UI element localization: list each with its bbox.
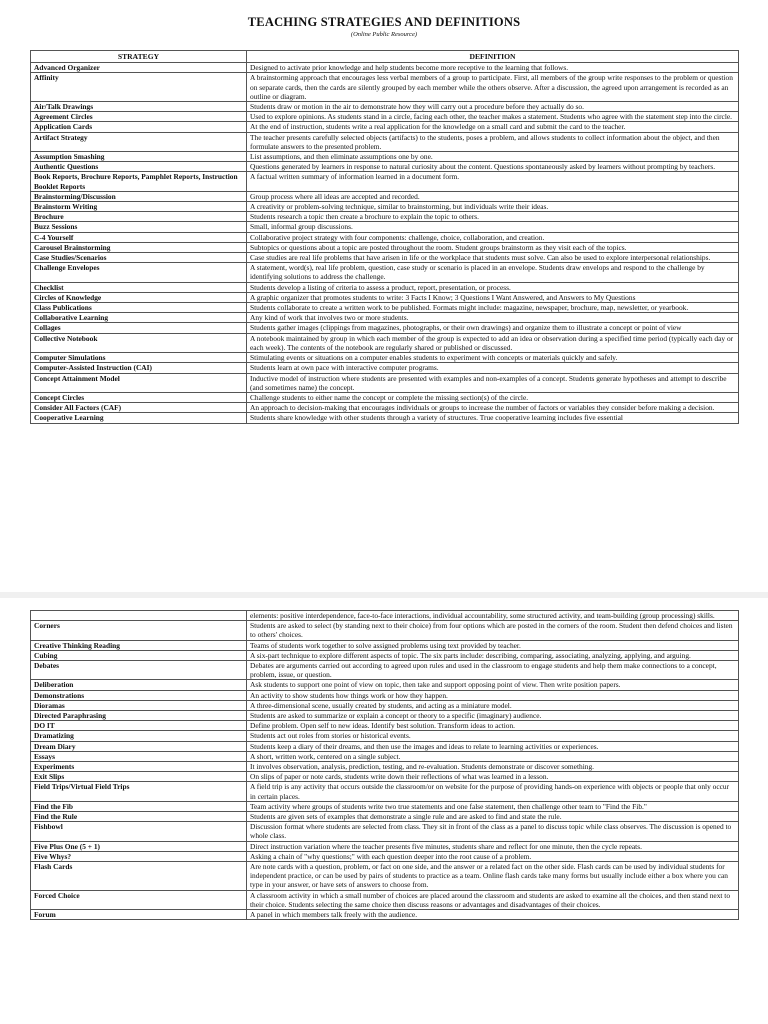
definition-cell: Group process where all ideas are accepted and recorded. bbox=[247, 191, 739, 201]
strategy-cell: Brochure bbox=[31, 212, 247, 222]
strategy-cell: Book Reports, Brochure Reports, Pamphlet Reports, Instruction Booklet Reports bbox=[31, 172, 247, 191]
definition-cell: A field trip is any activity that occurs outside the classroom/or on website for the purpose of providing hands-on experience with objects or people that only occur in certain places. bbox=[247, 782, 739, 801]
definition-cell: An approach to decision-making that encourages individuals or groups to increase the number of factors or variables they consider before making a decision. bbox=[247, 403, 739, 413]
table-row bbox=[31, 841, 739, 851]
definition-cell: Challenge students to either name the concept or complete the missing section(s) of the circle. bbox=[247, 392, 739, 402]
table-row bbox=[31, 132, 739, 151]
strategy-cell: Creative Thinking Reading bbox=[31, 640, 247, 650]
definition-cell: Collaborative project strategy with four components: challenge, choice, collaboration, and creation. bbox=[247, 232, 739, 242]
table-row bbox=[31, 812, 739, 822]
table-row bbox=[31, 333, 739, 352]
table-header-row bbox=[31, 51, 739, 63]
definition-cell: Direct instruction variation where the teacher presents five minutes, students share and reflect for one minute, then the cycle repeats. bbox=[247, 841, 739, 851]
strategy-cell: Five Plus One (5 + 1) bbox=[31, 841, 247, 851]
table-row bbox=[31, 822, 739, 841]
table-row bbox=[31, 751, 739, 761]
table-row bbox=[31, 363, 739, 373]
definition-cell: Subtopics or questions about a topic are posted throughout the room. Student groups brainstorm as they visit each of the topics. bbox=[247, 242, 739, 252]
strategy-cell: Experiments bbox=[31, 762, 247, 772]
strategy-cell: Circles of Knowledge bbox=[31, 292, 247, 302]
strategy-cell: Agreement Circles bbox=[31, 112, 247, 122]
strategy-cell: Directed Paraphrasing bbox=[31, 711, 247, 721]
table-row bbox=[31, 711, 739, 721]
definition-cell: Asking a chain of "why questions;" with each question deeper into the root cause of a problem. bbox=[247, 851, 739, 861]
definition-cell: A factual written summary of information learned in a document form. bbox=[247, 172, 739, 191]
definition-cell: A six-part technique to explore different aspects of topic. The six parts include: describing, comparing, associating, analyzing, applying, and arguing. bbox=[247, 650, 739, 660]
strategy-cell: Demonstrations bbox=[31, 690, 247, 700]
table-row bbox=[31, 373, 739, 392]
table-row bbox=[31, 611, 739, 621]
definition-cell: Students are asked to summarize or explain a concept or theory to a specific (imaginary) audience. bbox=[247, 711, 739, 721]
definition-cell: An activity to show students how things work or how they happen. bbox=[247, 690, 739, 700]
strategy-cell: Concept Circles bbox=[31, 392, 247, 402]
strategies-table-body-page-1 bbox=[31, 63, 739, 423]
table-row bbox=[31, 721, 739, 731]
definition-cell: On slips of paper or note cards, students write down their reflections of what was learned in a lesson. bbox=[247, 772, 739, 782]
strategy-cell: Brainstorming/Discussion bbox=[31, 191, 247, 201]
table-row bbox=[31, 862, 739, 891]
table-row bbox=[31, 162, 739, 172]
strategy-cell: Class Publications bbox=[31, 303, 247, 313]
strategy-cell: Air/Talk Drawings bbox=[31, 102, 247, 112]
definition-cell: Students are given sets of examples that demonstrate a single rule and are asked to find and state the rule. bbox=[247, 812, 739, 822]
strategy-cell: Authentic Questions bbox=[31, 162, 247, 172]
definition-cell: Case studies are real life problems that have arisen in life or the workplace that students must solve. Can also be used to explore interpersonal relationships. bbox=[247, 253, 739, 263]
table-row bbox=[31, 353, 739, 363]
definition-cell: A short, written work, centered on a single subject. bbox=[247, 751, 739, 761]
strategy-cell: Checklist bbox=[31, 282, 247, 292]
definition-cell: A classroom activity in which a small number of choices are placed around the classroom and students are asked to examine all the choices, and then stand next to their choice. Students selecting the same choice then discuss reasons or advantages and disadvantages of their choices. bbox=[247, 890, 739, 909]
strategy-cell: Buzz Sessions bbox=[31, 222, 247, 232]
definition-cell: Students gather images (clippings from magazines, photographs, or their own drawings) and organize them to illustrate a concept or point of view bbox=[247, 323, 739, 333]
strategies-table-page-2 bbox=[30, 610, 739, 920]
definition-cell: Students collaborate to create a written work to be published. Formats might include: magazine, newspaper, brochure, map, newsletter, or yearbook. bbox=[247, 303, 739, 313]
table-row bbox=[31, 112, 739, 122]
strategy-cell: Advanced Organizer bbox=[31, 63, 247, 73]
table-row bbox=[31, 661, 739, 680]
table-row bbox=[31, 690, 739, 700]
table-row bbox=[31, 202, 739, 212]
definition-cell: Teams of students work together to solve assigned problems using text provided by teacher. bbox=[247, 640, 739, 650]
definition-cell: A graphic organizer that promotes students to write: 3 Facts I Know; 3 Questions I Want Answered, and Answers to My Questions bbox=[247, 292, 739, 302]
definition-cell: At the end of instruction, students write a real application for the knowledge on a small card and submit the card to the teacher. bbox=[247, 122, 739, 132]
definition-cell: Students learn at own pace with interactive computer programs. bbox=[247, 363, 739, 373]
strategy-cell: Cubing bbox=[31, 650, 247, 660]
table-row bbox=[31, 63, 739, 73]
table-row bbox=[31, 762, 739, 772]
strategies-table-body-page-2 bbox=[31, 611, 739, 920]
definition-cell: Discussion format where students are selected from class. They sit in front of the class as a panel to discuss topic while class observes. The discussion is opened to whole class. bbox=[247, 822, 739, 841]
table-row bbox=[31, 102, 739, 112]
table-row bbox=[31, 890, 739, 909]
strategy-cell: Fishbowl bbox=[31, 822, 247, 841]
strategy-cell: Forum bbox=[31, 910, 247, 920]
strategy-cell: Computer-Assisted Instruction (CAI) bbox=[31, 363, 247, 373]
table-row bbox=[31, 772, 739, 782]
table-row bbox=[31, 621, 739, 640]
table-row bbox=[31, 263, 739, 282]
strategy-cell: Five Whys? bbox=[31, 851, 247, 861]
strategy-cell: Exit Slips bbox=[31, 772, 247, 782]
definition-cell: The teacher presents carefully selected objects (artifacts) to the students, poses a problem, and allows students to collect information about the object, and then formulate answers to the presented problem. bbox=[247, 132, 739, 151]
definition-cell: Students research a topic then create a brochure to explain the topic to others. bbox=[247, 212, 739, 222]
strategy-cell bbox=[31, 611, 247, 621]
strategy-cell: Forced Choice bbox=[31, 890, 247, 909]
definition-cell: Students keep a diary of their dreams, and then use the images and ideas to relate to learning activities or experiences. bbox=[247, 741, 739, 751]
definition-cell: Stimulating events or situations on a computer enables students to experiment with concepts or materials quickly and safely. bbox=[247, 353, 739, 363]
table-row bbox=[31, 392, 739, 402]
definition-cell: A notebook maintained by group in which each member of the group is expected to add an idea or observation during a specified time period (typically each day or each week). The contents of the notebook are regularly shared or published or discussed. bbox=[247, 333, 739, 352]
definition-cell: Inductive model of instruction where students are presented with examples and non-examples of a concept. Students generate hypotheses and attempt to describe (and sometimes name) the concept. bbox=[247, 373, 739, 392]
table-row bbox=[31, 212, 739, 222]
strategy-cell: Flash Cards bbox=[31, 862, 247, 891]
table-row bbox=[31, 303, 739, 313]
definition-cell: A three-dimensional scene, usually created by students, and acting as a miniature model. bbox=[247, 700, 739, 710]
strategy-cell: Collective Notebook bbox=[31, 333, 247, 352]
definition-cell: Team activity where groups of students write two true statements and one false statement, then challenge other team to "Find the Fib." bbox=[247, 801, 739, 811]
table-row bbox=[31, 910, 739, 920]
definition-cell: Are note cards with a question, problem, or fact on one side, and the answer or a related fact on the other side. Flash cards can be used by individual students for independent practice, or can be used by pairs of students to practice as a team. Online flash cards take many forms but usually include either a box where you can type in your answer, or have sets of answers to choose from. bbox=[247, 862, 739, 891]
table-row bbox=[31, 73, 739, 102]
definition-cell: Students are asked to select (by standing next to their choice) from four options which are posted in the corners of the room. Student then defend choices and listen to others' choices. bbox=[247, 621, 739, 640]
strategy-cell: Find the Fib bbox=[31, 801, 247, 811]
strategy-cell: Application Cards bbox=[31, 122, 247, 132]
table-row bbox=[31, 782, 739, 801]
strategy-cell: Essays bbox=[31, 751, 247, 761]
strategy-cell: Dioramas bbox=[31, 700, 247, 710]
definition-cell: Students share knowledge with other students through a variety of structures. True cooperative learning includes five essential bbox=[247, 413, 739, 423]
strategy-cell: C-4 Yourself bbox=[31, 232, 247, 242]
definition-cell: Debates are arguments carried out according to agreed upon rules and used in the classroom to engage students and help them make connections to a concept, problem, issue, or question. bbox=[247, 661, 739, 680]
table-row bbox=[31, 801, 739, 811]
strategy-cell: Affinity bbox=[31, 73, 247, 102]
definition-cell: Ask students to support one point of view on topic, then take and support opposing point of view. Then write position papers. bbox=[247, 680, 739, 690]
table-row bbox=[31, 292, 739, 302]
table-row bbox=[31, 152, 739, 162]
table-row bbox=[31, 680, 739, 690]
definition-cell: A panel in which members talk freely with the audience. bbox=[247, 910, 739, 920]
strategy-column-header: STRATEGY bbox=[31, 51, 247, 63]
table-row bbox=[31, 172, 739, 191]
strategy-cell: Concept Attainment Model bbox=[31, 373, 247, 392]
table-row bbox=[31, 242, 739, 252]
table-row bbox=[31, 851, 739, 861]
definition-cell: Students act out roles from stories or historical events. bbox=[247, 731, 739, 741]
definition-cell: It involves observation, analysis, prediction, testing, and re-evaluation. Students demonstrate or discover something. bbox=[247, 762, 739, 772]
definition-cell: A brainstorming approach that encourages less verbal members of a group to participate. First, all members of the group write responses to the problem or question on separate cards, then the cards are silently grouped by each member while the others observe. After a discussion, the agreed upon arrangement is recorded as an outline or diagram. bbox=[247, 73, 739, 102]
definition-cell: A creativity or problem-solving technique, similar to brainstorming, but individuals write their ideas. bbox=[247, 202, 739, 212]
table-row bbox=[31, 253, 739, 263]
strategy-cell: Cooperative Learning bbox=[31, 413, 247, 423]
strategy-cell: Assumption Smashing bbox=[31, 152, 247, 162]
table-row bbox=[31, 232, 739, 242]
strategy-cell: Deliberation bbox=[31, 680, 247, 690]
table-row bbox=[31, 640, 739, 650]
strategy-cell: Consider All Factors (CAF) bbox=[31, 403, 247, 413]
definition-cell: Used to explore opinions. As students stand in a circle, facing each other, the teacher makes a statement. Students who agree with the statement step into the circle. bbox=[247, 112, 739, 122]
table-row bbox=[31, 413, 739, 423]
definition-cell: A statement, word(s), real life problem, question, case study or scenario is placed in an envelope. Students draw envelops and respond to the challenge by identifying solutions to address the challenge. bbox=[247, 263, 739, 282]
definition-cell: Small, informal group discussions. bbox=[247, 222, 739, 232]
strategy-cell: Computer Simulations bbox=[31, 353, 247, 363]
strategy-cell: Challenge Envelopes bbox=[31, 263, 247, 282]
table-row bbox=[31, 650, 739, 660]
definition-cell: Define problem. Open self to new ideas. Identify best solution. Transform ideas to action. bbox=[247, 721, 739, 731]
table-row bbox=[31, 700, 739, 710]
strategy-cell: Debates bbox=[31, 661, 247, 680]
document-subtitle: (Online Public Resource) bbox=[350, 31, 418, 38]
definition-cell: elements: positive interdependence, face-to-face interactions, individual accountability, some structured activity, and team-building (group processing) skills. bbox=[247, 611, 739, 621]
strategy-cell: Dream Diary bbox=[31, 741, 247, 751]
definition-cell: Students develop a listing of criteria to assess a product, report, presentation, or process. bbox=[247, 282, 739, 292]
definition-cell: Students draw or motion in the air to demonstrate how they will carry out a procedure before they actually do so. bbox=[247, 102, 739, 112]
definition-cell: List assumptions, and then eliminate assumptions one by one. bbox=[247, 152, 739, 162]
strategy-cell: DO IT bbox=[31, 721, 247, 731]
table-row bbox=[31, 403, 739, 413]
strategy-cell: Field Trips/Virtual Field Trips bbox=[31, 782, 247, 801]
definition-cell: Questions generated by learners in response to natural curiosity about the content. Questions spontaneously asked by learners without prompting by teachers. bbox=[247, 162, 739, 172]
strategy-cell: Corners bbox=[31, 621, 247, 640]
document-title: TEACHING STRATEGIES AND DEFINITIONS bbox=[247, 15, 521, 29]
table-row bbox=[31, 282, 739, 292]
strategy-cell: Artifact Strategy bbox=[31, 132, 247, 151]
definition-column-header: DEFINITION bbox=[247, 51, 739, 63]
document-page-2 bbox=[0, 598, 768, 1024]
strategy-cell: Case Studies/Scenarios bbox=[31, 253, 247, 263]
definition-cell: Any kind of work that involves two or more students. bbox=[247, 313, 739, 323]
table-row bbox=[31, 222, 739, 232]
strategy-cell: Brainstorm Writing bbox=[31, 202, 247, 212]
table-row bbox=[31, 191, 739, 201]
table-row bbox=[31, 323, 739, 333]
strategies-table-page-1 bbox=[30, 50, 739, 424]
strategy-cell: Carousel Brainstorming bbox=[31, 242, 247, 252]
strategy-cell: Collages bbox=[31, 323, 247, 333]
table-row bbox=[31, 313, 739, 323]
strategy-cell: Find the Rule bbox=[31, 812, 247, 822]
table-row bbox=[31, 122, 739, 132]
strategy-cell: Collaborative Learning bbox=[31, 313, 247, 323]
definition-cell: Designed to activate prior knowledge and help students become more receptive to the learning that follows. bbox=[247, 63, 739, 73]
strategy-cell: Dramatizing bbox=[31, 731, 247, 741]
table-row bbox=[31, 731, 739, 741]
table-row bbox=[31, 741, 739, 751]
